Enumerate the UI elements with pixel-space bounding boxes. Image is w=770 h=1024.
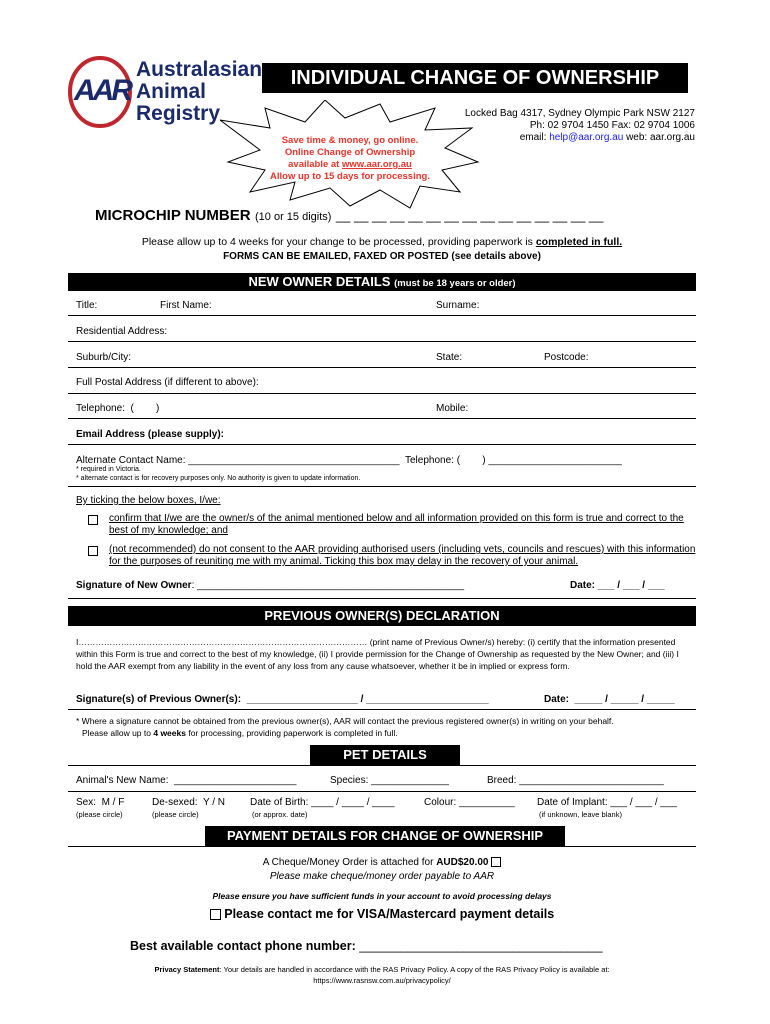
animal-name-field[interactable]: Animal's New Name: ______________________ (76, 775, 297, 786)
implant-date-field[interactable]: Date of Implant: ___ / ___ / ___ (537, 797, 678, 808)
state-field[interactable]: State: (436, 352, 463, 363)
tick-2-text: (not recommended) do not consent to the AAR providing authorised users (including vets, councils and rescues) with this information for the purposes of reuniting me with my animal. Ticking this box may delay in the recovery of your animal. (109, 544, 696, 567)
card-checkbox[interactable] (210, 909, 221, 920)
logo-text-2: Animal (136, 80, 207, 103)
contact-phone: Ph: 02 9704 1450 Fax: 02 9704 1006 (529, 120, 695, 131)
first-name-field[interactable]: First Name: (160, 300, 212, 311)
surname-field[interactable]: Surname: (436, 300, 480, 311)
pet-heading: PET DETAILS (310, 745, 460, 765)
consent-checkbox-1[interactable] (88, 515, 98, 525)
burst-link[interactable]: www.aar.org.au (342, 159, 412, 170)
previous-note-2: Please allow up to 4 weeks for processing, providing paperwork is completed in full. (82, 728, 398, 738)
email-label: email: (519, 132, 547, 143)
postcode-field[interactable]: Postcode: (544, 352, 589, 363)
burst-line-3: available at www.aar.org.au (288, 159, 412, 170)
previous-owner-date[interactable]: Date: _____ / _____ / _____ (544, 694, 675, 705)
suburb-field[interactable]: Suburb/City: (76, 352, 132, 363)
residential-address-field[interactable]: Residential Address: (76, 326, 168, 337)
tick-intro: By ticking the below boxes, I/we: (76, 495, 221, 506)
payable-line: Please make cheque/money order payable to AAR (269, 871, 495, 882)
email-field[interactable]: Email Address (please supply): (76, 429, 225, 440)
cheque-line: A Cheque/Money Order is attached for AUD$20.00 (68, 857, 696, 868)
burst-line-2: Online Change of Ownership (284, 147, 416, 158)
funds-line: Please ensure you have sufficient funds in your account to avoid processing delays (212, 891, 552, 901)
dob-field[interactable]: Date of Birth: ____ / ____ / ____ (250, 797, 395, 808)
microchip-row (95, 207, 603, 225)
burst-line-4: Allow up to 15 days for processing. (270, 171, 430, 182)
colour-field[interactable]: Colour: __________ (424, 797, 515, 808)
desexed-field[interactable]: De-sexed: Y / N (152, 797, 225, 808)
contact-phone-field[interactable]: Best available contact phone number: ___________________________________ (130, 939, 603, 953)
telephone-field[interactable]: Telephone: ( ) (76, 403, 160, 414)
alternate-contact-field[interactable]: Alternate Contact Name: ______________________________________ Telephone: ( ) ________________________ (76, 455, 622, 466)
privacy-url[interactable]: https://www.rasnsw.com.au/privacypolicy/ (313, 976, 451, 985)
tick-1-text: confirm that I/we are the owner/s of the animal mentioned below and all information provided on this form is true and correct to the best of my knowledge; and (109, 513, 684, 536)
microchip-hint: (10 or 15 digits) (255, 211, 332, 223)
logo-text-1: Australasian (136, 58, 263, 81)
form-title: INDIVIDUAL CHANGE OF OWNERSHIP (262, 63, 688, 93)
logo-text-3: Registry (136, 102, 221, 125)
cheque-checkbox[interactable] (491, 857, 501, 867)
new-owner-signature[interactable]: Signature of New Owner: ________________________________________________ (76, 580, 465, 591)
implant-note: (if unknown, leave blank) (539, 810, 622, 819)
mobile-field[interactable]: Mobile: (436, 403, 469, 414)
note-alternate: * alternate contact is for recovery purposes only. No authority is given to update information. (76, 475, 361, 482)
new-owner-date[interactable]: Date: ___ / ___ / ___ (570, 580, 665, 591)
notice-line-2: FORMS CAN BE EMAILED, FAXED OR POSTED (see details above) (223, 251, 541, 262)
payment-heading: PAYMENT DETAILS FOR CHANGE OF OWNERSHIP (205, 826, 565, 846)
card-line: Please contact me for VISA/Mastercard payment details (68, 907, 696, 921)
privacy-statement: Privacy Statement: Your details are handled in accordance with the RAS Privacy Policy. A copy of the RAS Privacy Policy is available at: https://www.rasnsw.com.au/privacypolicy/ (154, 965, 610, 985)
postal-address-field[interactable]: Full Postal Address (if different to above): (76, 377, 259, 388)
notice-line-1: Please allow up to 4 weeks for your change to be processed, providing paperwork is completed in full. (141, 236, 623, 248)
declaration-text: I………………………………………………………………………………………… (print name of Previous Owner/s) hereby: (i) certify that the information presented within this Form is true and correct to the best of my knowledge, (ii) I provide permission for the Change of Ownership as requested by the New Owner; and (iii) I hold the AAR exempt from any liability in the event of any loss from any cause whatsoever, whether it be in implied or express form. (76, 637, 679, 671)
microchip-label: MICROCHIP NUMBER (95, 207, 251, 224)
contact-email-web (520, 132, 695, 143)
desexed-note: (please circle) (152, 810, 199, 819)
previous-owner-heading: PREVIOUS OWNER(S) DECLARATION (68, 606, 696, 626)
sex-note: (please circle) (76, 810, 123, 819)
web-text: web: aar.org.au (626, 132, 695, 143)
previous-owner-signature[interactable]: Signature(s) of Previous Owner(s): ____________________ / ______________________ (76, 694, 489, 705)
previous-note-1: * Where a signature cannot be obtained from the previous owner(s), AAR will contact the previous registered owner(s) in writing on your behalf. (76, 716, 614, 726)
species-field[interactable]: Species: ______________ (330, 775, 449, 786)
breed-field[interactable]: Breed: __________________________ (487, 775, 664, 786)
microchip-input[interactable]: __ __ __ __ __ __ __ __ __ __ __ __ __ __ __ (335, 208, 604, 223)
email-link[interactable]: help@aar.org.au (549, 132, 624, 143)
title-field[interactable]: Title: (76, 300, 98, 311)
burst-text (262, 135, 438, 183)
contact-address: Locked Bag 4317, Sydney Olympic Park NSW 2127 (464, 108, 695, 119)
burst-line-1: Save time & money, go online. (281, 135, 419, 146)
sex-field[interactable]: Sex: M / F (76, 797, 125, 808)
logo-mark: AAR (74, 74, 130, 107)
new-owner-heading: NEW OWNER DETAILS (must be 18 years or older) (68, 273, 696, 291)
dob-note: (or approx. date) (252, 810, 308, 819)
consent-checkbox-2[interactable] (88, 546, 98, 556)
note-victoria: * required in Victoria. (76, 466, 141, 473)
